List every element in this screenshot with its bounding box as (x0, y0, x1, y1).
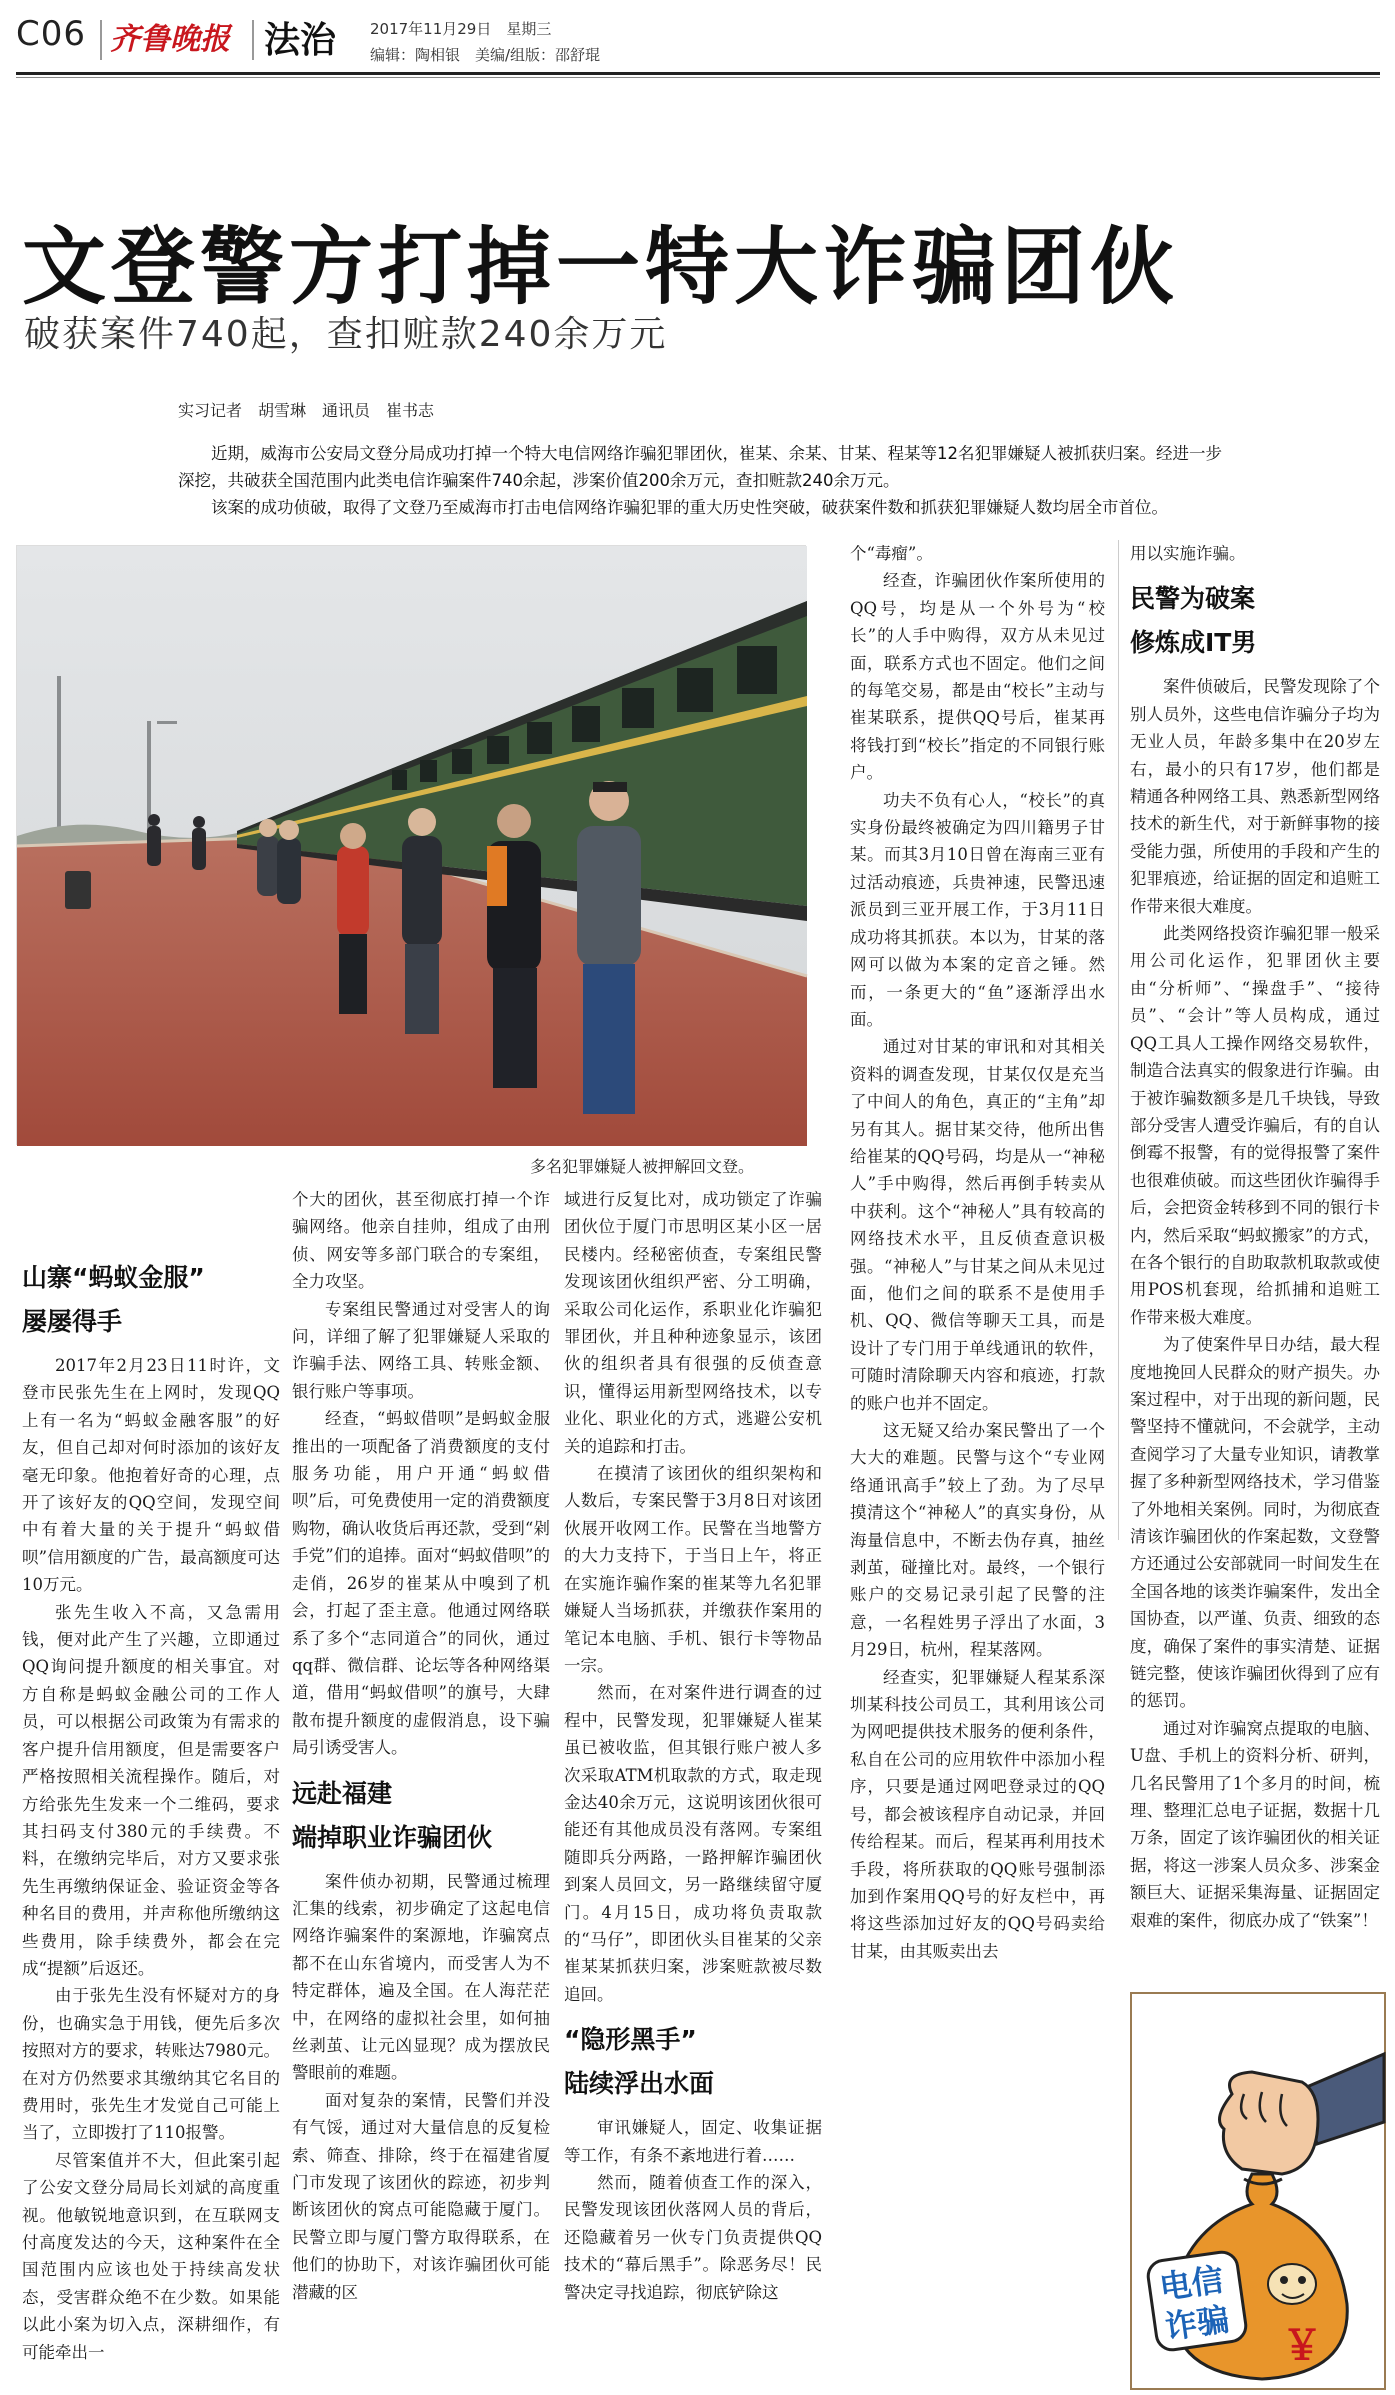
masthead-rule-thin (16, 77, 1380, 78)
body-paragraph: 经查，“蚂蚁借呗”是蚂蚁金服推出的一项配备了消费额度的支付服务功能，用户开通“蚂蚁借呗”后，可免费使用一定的消费额度购物，确认收货后再还款，受到“剁手党”们的追捧。面对“蚂蚁借呗”的走俏，26岁的崔某从中嗅到了机会，打起了歪主意。他通过网络联系了多个“志同道合”的同伙，通过qq群、微信群、论坛等各种网络渠道，借用“蚂蚁借呗”的旗号，大肆散布提升额度的虚假消息，设下骗局引诱受害人。 (292, 1409, 550, 1758)
body-paragraph: 个大的团伙，甚至彻底打掉一个诈骗网络。他亲自挂帅，组成了由刑侦、网安等多部门联合的专案组，全力攻坚。 (292, 1190, 550, 1292)
cartoon-label-line-1: 电信 (1157, 2260, 1226, 2307)
fist-grabbing-scam-bag-illustration (1132, 1994, 1384, 2388)
body-paragraph: 用以实施诈骗。 (1130, 544, 1246, 563)
section-heading-line: 民警为破案 (1130, 584, 1256, 614)
body-paragraph: 功夫不负有心人，“校长”的真实身份最终被确定为四川籍男子甘某。而其3月10日曾在海南三亚有过活动痕迹，兵贵神速，民警迅速派员到三亚开展工作，于3月11日成功将其抓获。本以为，甘某的落网可以做为本案的定音之锤。然而，一条更大的“鱼”逐渐浮出水面。 (850, 790, 1105, 1029)
yuan-symbol: ￥ (1282, 2323, 1322, 2369)
cartoon-label-line-2: 诈骗 (1162, 2299, 1232, 2347)
newspaper-logo: 齐鲁晚报 (110, 22, 230, 57)
body-paragraph: 张先生收入不高，又急需用钱，便对此产生了兴趣，立即通过QQ询问提升额度的相关事宜。对方自称是蚂蚁金融公司的工作人员，可以根据公司政策为有需求的客户提升信用额度，但是需要客户严格按照相关流程操作。随后，对方给张先生发来一个二维码，要求其扫码支付380元的手续费。不料，在缴纳完毕后，对方又要求张先生再缴纳保证金、验证资金等各种名目的费用，并声称他所缴纳这些费用，除手续费外，都会在完成“提额”后返还。 (22, 1602, 280, 1978)
body-paragraph: 专案组民警通过对受害人的询问，详细了解了犯罪嫌疑人采取的诈骗手法、网络工具、转账金额、银行账户等事项。 (292, 1299, 550, 1401)
body-paragraph: 通过对甘某的审讯和对其相关资料的调查发现，甘某仅仅是充当了中间人的角色，真正的“主角”却另有其人。据甘某交待，他所出售给崔某的QQ号码，均是从一“神秘人”手中购得，然后再倒手转卖从中获利。这个“神秘人”具有较高的网络技术水平，且反侦查意识极强。“神秘人”与甘某之间从未见过面，他们之间的联系不是使用手机、QQ、微信等聊天工具，而是设计了专门用于单线通讯的软件，可随时清除聊天内容和痕迹，打款的账户也并不固定。 (850, 1037, 1105, 1413)
body-paragraph: 这无疑又给办案民警出了一个大大的难题。民警与这个“专业网络通讯高手”较上了劲。为了尽早摸清这个“神秘人”的真实身份，从海量信息中，不断去伪存真，抽丝剥茧，碰撞比对。最终，一个银行账户的交易记录引起了民警的注意，一名程姓男子浮出了水面，3月29日，杭州，程某落网。 (850, 1421, 1105, 1660)
masthead-divider (252, 20, 254, 60)
article-column-2 (292, 1186, 550, 2376)
article-column-3 (564, 1186, 822, 2376)
body-paragraph: 2017年2月23日11时许，文登市民张先生在上网时，发现QQ上有一名为“蚂蚁金融客服”的好友，但自己却对何时添加的该好友毫无印象。他抱着好奇的心理，点开了该好友的QQ空间，发现空间中有着大量的关于提升“蚂蚁借呗”信用额度的广告，最高额度可达10万元。 (22, 1356, 280, 1595)
section-heading-line: 远赴福建 (292, 1778, 393, 1808)
body-paragraph: 经查实，犯罪嫌疑人程某系深圳某科技公司员工，其利用该公司为网吧提供技术服务的便利条件，私自在公司的应用软件中添加小程序，只要是通过网吧登录过的QQ号，都会被该程序自动记录，并回传给程某。而后，程某再利用技术手段，将所获取的QQ账号强制添加到作案用QQ号的好友栏中，再将这些添加过好友的QQ号码卖给甘某，由其贩卖出去 (850, 1667, 1105, 1961)
masthead-divider (100, 20, 102, 60)
body-paragraph: 案件侦办初期，民警通过梳理汇集的线索，初步确定了这起电信网络诈骗案件的案源地，诈骗窝点都不在山东省境内，而受害人为不特定群体，遍及全国。在人海茫茫中，在网络的虚拟社会里，如何抽丝剥茧、让元凶显现？成为摆放民警眼前的难题。 (292, 1871, 550, 2083)
section-heading-line: 陆续浮出水面 (564, 2069, 715, 2099)
article-column-1 (22, 1246, 280, 2376)
photo-caption: 多名犯罪嫌疑人被押解回文登。 (530, 1157, 755, 1176)
issue-date: 2017年11月29日 星期三 (370, 20, 552, 38)
section-heading-line: 山寨“蚂蚁金服” (22, 1263, 205, 1292)
article-column-4 (850, 540, 1105, 2380)
section-heading (564, 2018, 822, 2106)
section-heading-line: “隐形黑手” (564, 2025, 697, 2055)
body-paragraph: 案件侦破后，民警发现除了个别人员外，这些电信诈骗分子均为无业人员，年龄多集中在20岁左右，最小的只有17岁，他们都是精通各种网络工具、熟悉新型网络技术的新生代，对于新鲜事物的接受能力强，所使用的手段和产生的犯罪痕迹，给证据的固定和追赃工作带来很大难度。 (1130, 677, 1380, 916)
body-paragraph: 经查，诈骗团伙作案所使用的QQ号，均是从一个外号为“校长”的人手中购得，双方从未见过面，联系方式也不固定。他们之间的每笔交易，都是由“校长”主动与崔某联系，提供QQ号后，崔某再将钱打到“校长”指定的不同银行账户。 (850, 571, 1105, 783)
body-paragraph: 然而，随着侦查工作的深入，民警发现该团伙落网人员的背后，还隐藏着另一伙专门负责提供QQ技术的“幕后黑手”。除恶务尽！民警决定寻找追踪，彻底铲除这 (564, 2173, 822, 2302)
body-paragraph: 域进行反复比对，成功锁定了诈骗团伙位于厦门市思明区某小区一居民楼内。经秘密侦查，专案组民警发现该团伙组织严密、分工明确，采取公司化运作，系职业化诈骗犯罪团伙，并且种种迹象显示，该团伙的组织者具有很强的反侦查意识，懂得运用新型网络技术，以专业化、职业化的方式，逃避公安机关的追踪和打击。 (564, 1190, 822, 1456)
byline: 实习记者 胡雪琳 通讯员 崔书志 (178, 401, 435, 420)
body-paragraph: 为了使案件早日办结，最大程度地挽回人民群众的财产损失。办案过程中，对于出现的新问题，民警坚持不懂就问，不会就学，主动查阅学习了大量专业知识，请教掌握了多种新型网络技术，学习借鉴了外地相关案例。同时，为彻底查清该诈骗团伙的作案起数，文登警方还通过公安部就同一时间发生在全国各地的该类诈骗案件，发出全国协查，以严谨、负责、细致的态度，确保了案件的事实清楚、证据链完整，使该诈骗团伙得到了应有的惩罚。 (1130, 1335, 1380, 1711)
section-heading-line: 屡屡得手 (22, 1307, 123, 1336)
page-number: C06 (16, 14, 87, 54)
body-paragraph: 面对复杂的案情，民警们并没有气馁，通过对大量信息的反复检索、筛查、排除，终于在福建省厦门市发现了该团伙的踪迹，初步判断该团伙的窝点可能隐藏于厦门。民警立即与厦门警方取得联系，在他们的协助下，对该诈骗团伙可能潜藏的区 (292, 2090, 550, 2302)
cartoon-illustration (1130, 1992, 1386, 2390)
article-column-5 (1130, 540, 1380, 1930)
body-paragraph: 个“毒瘤”。 (850, 544, 933, 563)
subheadline: 破获案件740起，查扣赃款240余万元 (24, 314, 668, 355)
lead-paragraph: 近期，威海市公安局文登分局成功打掉一个特大电信网络诈骗犯罪团伙，崔某、余某、甘某、程某等12名犯罪嫌疑人被抓获归案。经进一步深挖，共破获全国范围内此类电信诈骗案件740余起，涉案价值200余万元，查扣赃款240余万元。 (178, 444, 1222, 490)
masthead-rule (16, 72, 1380, 75)
section-heading (292, 1772, 550, 1860)
editor-credits: 编辑：陶相银 美编/组版：邵舒琨 (370, 46, 601, 64)
headline: 文登警方打掉一特大诈骗团伙 (22, 218, 1180, 316)
section-name: 法治 (264, 20, 337, 61)
lead-paragraphs (178, 440, 1238, 521)
section-heading-line: 端掉职业诈骗团伙 (292, 1822, 493, 1852)
photo-suspects-escorted-illustration (17, 546, 807, 1146)
section-heading (1130, 577, 1380, 665)
lead-paragraph: 该案的成功侦破，取得了文登乃至威海市打击电信网络诈骗犯罪的重大历史性突破，破获案件数和抓获犯罪嫌疑人数均居全市首位。 (211, 498, 1168, 517)
news-photo (16, 545, 806, 1145)
body-paragraph: 审讯嫌疑人，固定、收集证据等工作，有条不紊地进行着…… (564, 2118, 822, 2165)
body-paragraph: 此类网络投资诈骗犯罪一般采用公司化运作，犯罪团伙主要由“分析师”、“操盘手”、“接待员”、“会计”等人员构成，通过QQ工具人工操作网络交易软件，制造合法真实的假象进行诈骗。由于被诈骗数额多是几千块钱，导致部分受害人遭受诈骗后，有的自认倒霉不报警，有的觉得报警了案件也很难侦破。而这些团伙诈骗得手后，会把资金转移到不同的银行卡内，然后采取“蚂蚁搬家”的方式，在各个银行的自助取款机取款或使用POS机套现，给抓捕和追赃工作带来极大难度。 (1130, 924, 1380, 1327)
section-heading-line: 修炼成IT男 (1130, 628, 1257, 658)
body-paragraph: 在摸清了该团伙的组织架构和人数后，专案民警于3月8日对该团伙展开收网工作。民警在当地警方的大力支持下，于当日上午，将正在实施诈骗作案的崔某等九名犯罪嫌疑人当场抓获，并缴获作案用的笔记本电脑、手机、银行卡等物品一宗。 (564, 1464, 822, 1675)
section-heading (22, 1256, 280, 1344)
body-paragraph: 尽管案值并不大，但此案引起了公安文登分局局长刘斌的高度重视。他敏锐地意识到，在互联网支付高度发达的今天，这种案件在全国范围内应该也处于持续高发状态，受害群众绝不在少数。如果能以此小案为切入点，深耕细作，有可能牵出一 (22, 2150, 280, 2362)
column-divider (1118, 540, 1119, 1540)
body-paragraph: 然而，在对案件进行调查的过程中，民警发现，犯罪嫌疑人崔某虽已被收监，但其银行账户被人多次采取ATM机取款的方式，取走现金达40余万元，这说明该团伙很可能还有其他成员没有落网。专案组随即兵分两路，一路押解诈骗团伙到案人员回文，另一路继续留守厦门。4月15日，成功将负责取款的“马仔”，即团伙头目崔某的父亲崔某某抓获归案，涉案赃款被尽数追回。 (564, 1683, 822, 2004)
body-paragraph: 通过对诈骗窝点提取的电脑、U盘、手机上的资料分析、研判，几名民警用了1个多月的时间，梳理、整理汇总电子证据，数据十几万条，固定了该诈骗团伙的相关证据，将这一涉案人员众多、涉案金额巨大、证据采集海量、证据固定艰难的案件，彻底办成了“铁案”！ (1130, 1718, 1380, 1930)
body-paragraph: 由于张先生没有怀疑对方的身份，也确实急于用钱，便先后多次按照对方的要求，转账达7980元。在对方仍然要求其缴纳其它名目的费用时，张先生才发觉自己可能上当了，立即拨打了110报警。 (22, 1986, 280, 2143)
